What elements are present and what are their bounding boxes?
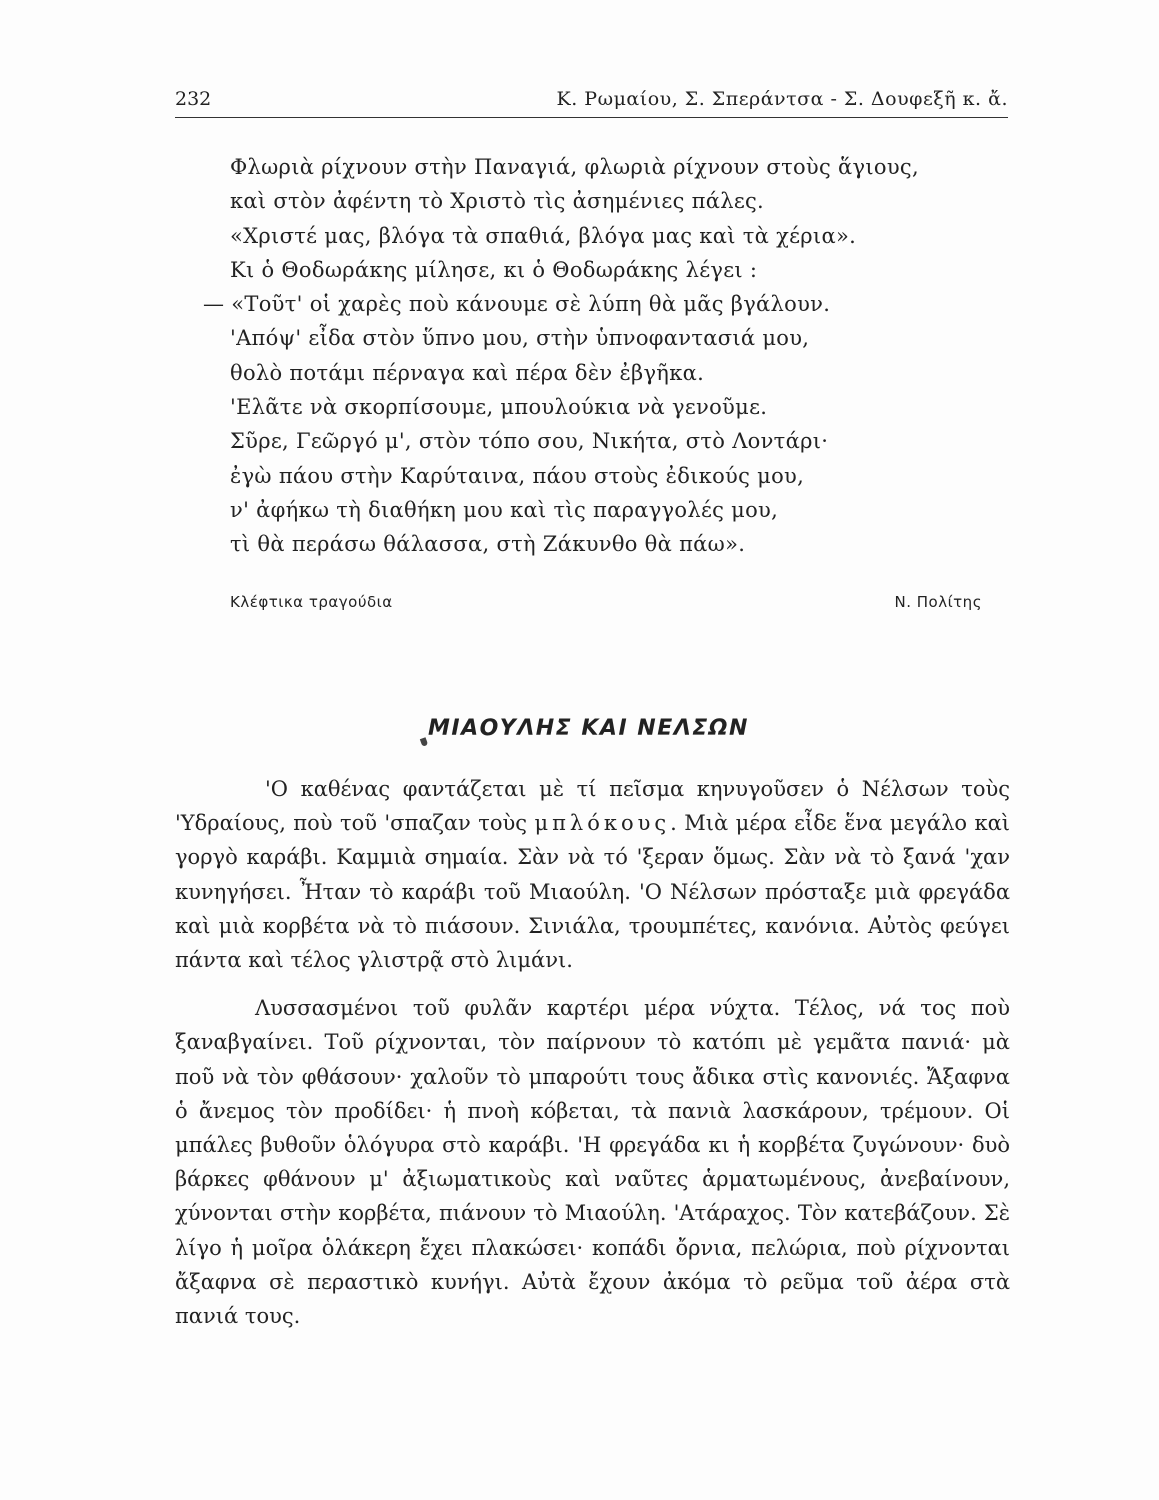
poem-line: «Χριστέ μας, βλόγα τὰ σπαθιά, βλόγα μας καὶ τὰ χέρια». [230, 223, 857, 248]
prose [175, 772, 1010, 1333]
poem-line: Κι ὁ Θοδωράκης μίλησε, κι ὁ Θοδωράκης λέγει : [230, 257, 758, 282]
page-number: 232 [175, 88, 212, 110]
poem-line: καὶ στὸν ἀφέντη τὸ Χριστὸ τὶς ἀσημένιες πάλες. [230, 189, 765, 214]
emphasized-word: μπλόκους [534, 811, 671, 836]
poem-line: θολὸ ποτάμι πέρναγα καὶ πέρα δὲν ἐβγῆκα. [230, 360, 705, 385]
poem [203, 150, 1010, 562]
poem-line: Σῦρε, Γεῶργό μ', στὸν τόπο σου, Νικήτα, στὸ Λοντάρι· [230, 429, 829, 454]
poem-line: ν' ἀφήκω τὴ διαθήκη μου καὶ τὶς παραγγολές μου, [230, 497, 779, 522]
header-rule [175, 117, 1008, 118]
paragraph [175, 772, 1010, 977]
attribution [230, 593, 982, 617]
ink-mark [420, 737, 428, 747]
poem-line: 'Απόψ' εἶδα στὸν ὕπνο μου, στὴν ὑπνοφαντασιά μου, [230, 326, 810, 351]
running-title: Κ. Ρωμαίου, Σ. Σπεράντσα - Σ. Δουφεξῆ κ. ἄ. [556, 88, 1008, 110]
poem-line: 'Ελᾶτε νὰ σκορπίσουμε, μπουλούκια νὰ γενοῦμε. [230, 395, 768, 420]
poem-line: ἐγὼ πάου στὴν Καρύταινα, πάου στοὺς ἐδικούς μου, [230, 463, 805, 488]
poem-line: τὶ θὰ περάσω θάλασσα, στὴ Ζάκυνθο θὰ πάω». [230, 532, 746, 557]
paragraph-text: . Μιὰ μέρα εἶδε ἕνα μεγάλο καὶ γοργὸ καράβι. Καμμιὰ σημαία. Σὰν νὰ τό 'ξεραν ὅμως. Σὰν νὰ τὸ ξανά 'χαν κυνηγήσει. Ἦταν τὸ καράβι τοῦ Μιαούλη. 'Ο Νέλσων πρόσταξε μιὰ φρεγάδα καὶ μιὰ κορβέτα νὰ τὸ πιάσουν. Σινιάλα, τρουμπέτες, κανόνια. Αὐτὸς φεύγει πάντα καὶ τέλος γλιστρᾷ στὸ λιμάνι. [175, 811, 1010, 973]
poem-line: — «Τοῦτ' οἱ χαρὲς ποὺ κάνουμε σὲ λύπη θὰ μᾶς βγάλουν. [203, 292, 831, 317]
paragraph-text: 'Ο καθένας φαντάζεται μὲ τί πεῖσμα κηνυγοῦσεν ὁ Νέλσων τοὺς 'Υδραίους, ποὺ τοῦ 'σπαζαν τοὺς [175, 777, 1010, 836]
attribution-author: Ν. Πολίτης [894, 593, 982, 611]
section-heading: ΜΙΑΟΥΛΗΣ ΚΑΙ ΝΕΛΣΩΝ [428, 716, 749, 741]
poem-line: Φλωριὰ ρίχνουν στὴν Παναγιά, φλωριὰ ρίχνουν στοὺς ἅγιους, [230, 155, 919, 179]
paragraph: Λυσσασμένοι τοῦ φυλᾶν καρτέρι μέρα νύχτα. Τέλος, νά τος ποὺ ξαναβγαίνει. Τοῦ ρίχνονται, τὸν παίρνουν τὸ κατόπι μὲ γεμᾶτα πανιά· μὰ ποῦ νὰ τὸν φθάσουν· χαλοῦν τὸ μπαρούτι τους ἄδικα στὶς κανονιές. Ἄξαφνα ὁ ἄνεμος τὸν προδίδει· ἡ πνοὴ κόβεται, τὰ πανιὰ λασκάρουν, τρέμουν. Οἱ μπάλες βυθοῦν ὁλόγυρα στὸ καράβι. 'Η φρεγάδα κι ἡ κορβέτα ζυγώνουν· δυὸ βάρκες φθάνουν μ' ἀξιωματικοὺς καὶ ναῦτες ἁρματωμένους, ἀνεβαίνουν, χύνονται στὴν κορβέτα, πιάνουν τὸ Μιαούλη. 'Ατάραχος. Τὸν κατεβάζουν. Σὲ λίγο ἡ μοῖρα ὁλάκερη ἔχει πλακώσει· κοπάδι ὄρνια, πελώρια, ποὺ ρίχνονται ἄξαφνα σὲ περαστικὸ κυνήγι. Αὐτὰ ἔχουν ἀκόμα τὸ ρεῦμα τοῦ ἀέρα στὰ πανιά τους. [175, 996, 1010, 1329]
running-header [175, 88, 1008, 118]
attribution-source: Κλέφτικα τραγούδια [230, 593, 393, 611]
